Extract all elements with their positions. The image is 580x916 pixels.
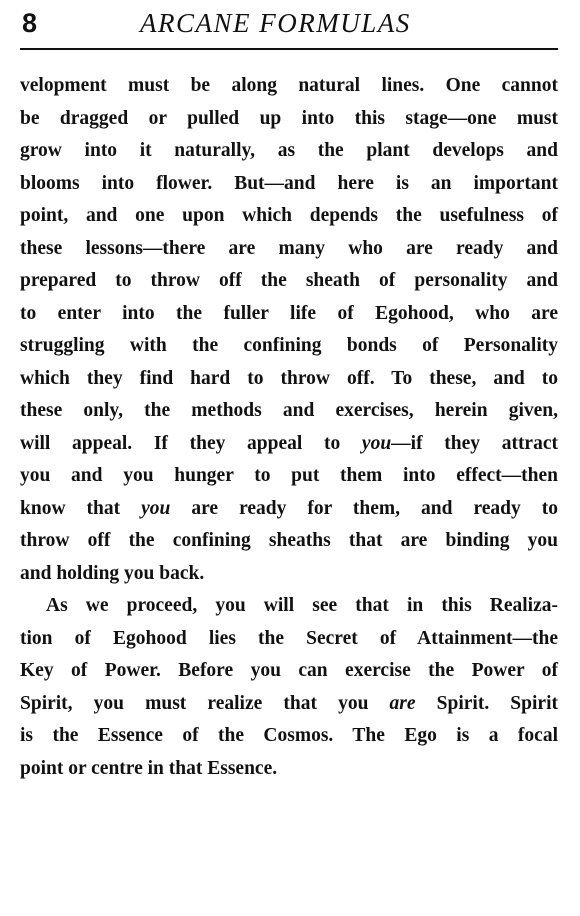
text-segment: is the Essence of the Cosmos. The Ego is a focal: [20, 725, 558, 746]
body-text: [20, 70, 558, 785]
text-line: [20, 298, 558, 331]
paragraph: [20, 590, 558, 785]
text-segment: point or centre in that Essence.: [20, 757, 278, 779]
italic-text: you: [361, 432, 392, 454]
text-segment: velopment must be along natural lines. One cannot: [20, 75, 558, 96]
text-segment: Spirit, you must realize that you: [20, 692, 390, 714]
header-rule: [20, 48, 558, 50]
text-line: [20, 525, 558, 558]
text-segment: tion of Egohood lies the Secret of Attainment—the: [20, 627, 558, 649]
text-segment: Key of Power. Before you can exercise the Power of: [20, 660, 558, 681]
text-line: [20, 428, 558, 461]
text-line: [20, 168, 558, 201]
italic-text: are: [389, 692, 416, 714]
text-segment: are ready for them, and ready to: [170, 497, 559, 519]
text-segment: prepared to throw off the sheath of personality and: [20, 270, 558, 291]
text-segment: point, and one upon which depends the usefulness of: [20, 205, 558, 226]
text-segment: throw off the confining sheaths that are binding you: [20, 530, 558, 551]
text-line: [20, 363, 558, 396]
text-segment: these only, the methods and exercises, herein given,: [20, 400, 558, 421]
italic-text: you: [141, 497, 171, 519]
text-line: [20, 70, 558, 103]
text-segment: which they find hard to throw off. To these, and to: [20, 367, 558, 389]
text-line: [20, 460, 558, 493]
text-segment: these lessons—there are many who are ready and: [20, 237, 558, 259]
paragraph: [20, 70, 558, 590]
text-line: [20, 655, 558, 688]
text-line: [20, 590, 558, 623]
running-title: ARCANE FORMULAS: [140, 8, 411, 38]
text-segment: As we proceed, you will see that in this Realiza-: [46, 595, 558, 616]
text-line: [20, 265, 558, 298]
text-line: [20, 395, 558, 428]
text-segment: be dragged or pulled up into this stage—one must: [20, 107, 558, 129]
text-segment: know that: [20, 497, 142, 519]
text-segment: grow into it naturally, as the plant develops and: [20, 140, 558, 161]
text-line: [20, 558, 558, 591]
text-segment: —if they attract: [391, 432, 558, 454]
text-line: [20, 330, 558, 363]
text-line: [20, 233, 558, 266]
text-segment: you and you hunger to put them into effect—then: [20, 465, 558, 486]
page-header: [22, 4, 560, 50]
text-segment: and holding you back.: [20, 562, 205, 584]
text-segment: will appeal. If they appeal to: [20, 432, 362, 454]
text-line: [20, 493, 558, 526]
text-line: [20, 753, 558, 786]
text-segment: struggling with the confining bonds of Personality: [20, 335, 558, 356]
text-segment: to enter into the fuller life of Egohood, who are: [20, 302, 558, 324]
text-line: [20, 103, 558, 136]
text-line: [20, 688, 558, 721]
text-segment: Spirit. Spirit: [415, 692, 558, 714]
text-line: [20, 720, 558, 753]
text-line: [20, 200, 558, 233]
text-line: [20, 135, 558, 168]
text-line: [20, 623, 558, 656]
page-number: 8: [22, 8, 38, 38]
text-segment: blooms into flower. But—and here is an important: [20, 172, 558, 194]
